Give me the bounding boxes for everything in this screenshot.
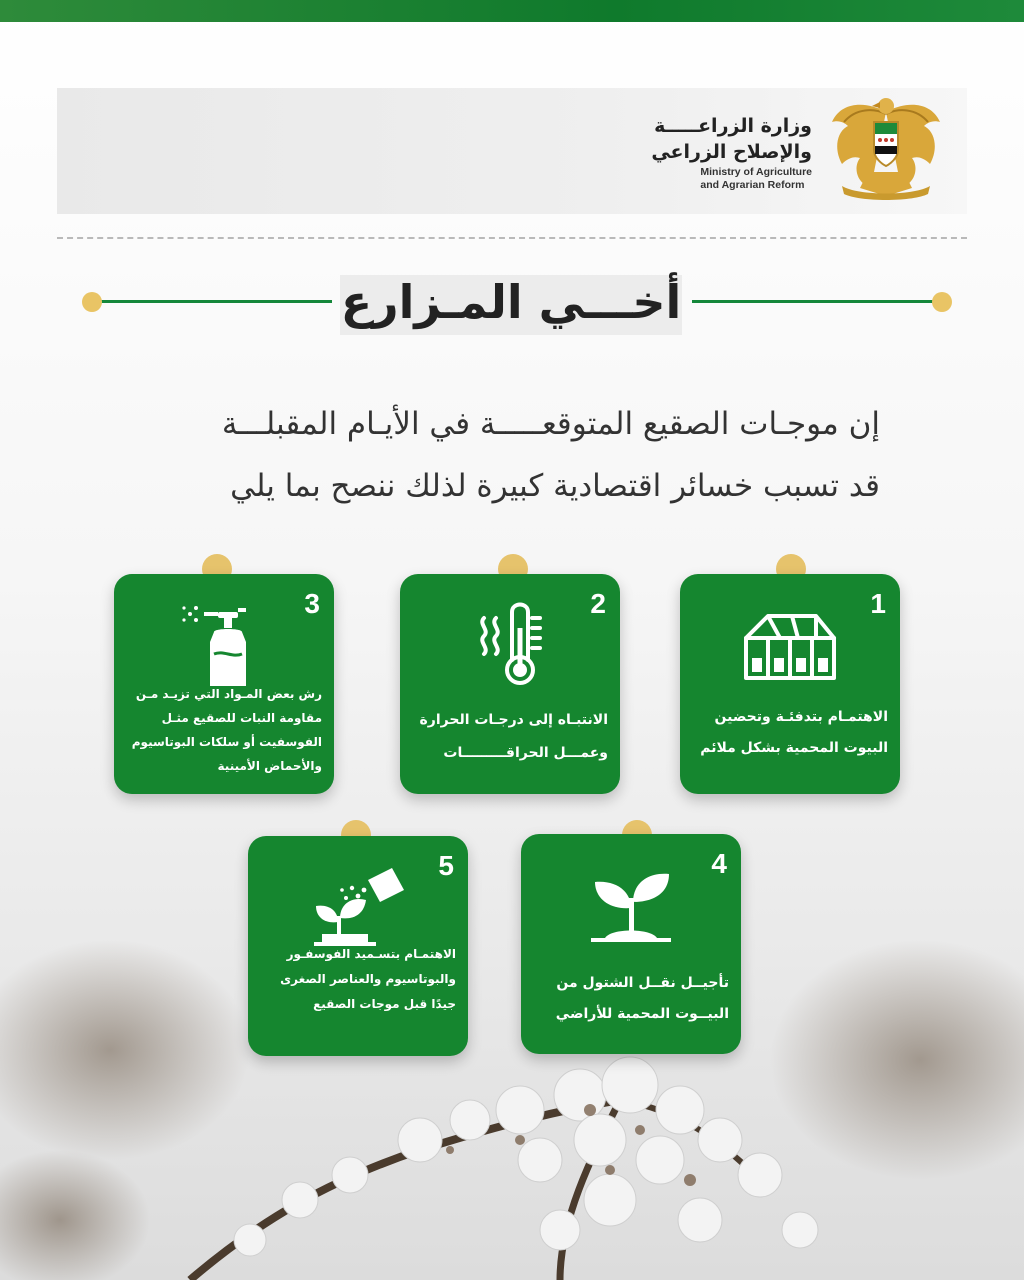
advice-card-1 — [680, 574, 900, 794]
advice-card-2 — [400, 574, 620, 794]
card-number: 3 — [304, 588, 320, 619]
fertilizer-icon — [308, 860, 408, 950]
ministry-name-english: Ministry of Agriculture and Agrarian Reform — [700, 166, 812, 191]
card-number: 5 — [438, 850, 454, 881]
card-text: تأجيــل نقــل الشتول من البيــوت المحمية للأراضي — [555, 975, 729, 1022]
intro-paragraph: إن موجـات الصقيع المتوقعـــــة في الأيـام المقبلـــة قد تسبب خسائر اقتصادية كبيرة لذلك ننصح بما يلي — [221, 406, 880, 504]
card-number: 4 — [711, 848, 727, 879]
greenhouse-icon — [740, 598, 840, 688]
advice-card-3 — [114, 574, 334, 794]
card-text: الاهتمـام بتسـميد الفوسفـور والبوتاسيوم والعناصر الصغرى جيدًا قبل موجات الصقيع — [280, 947, 456, 1011]
card-number: 1 — [870, 588, 886, 619]
advice-card-4 — [521, 834, 741, 1054]
card-number: 2 — [590, 588, 606, 619]
card-text: الانتبـاه إلى درجـات الحرارة وعمـــل الحراقـــــــــات — [419, 712, 608, 761]
seedling-icon — [581, 858, 681, 948]
spray-bottle-icon — [174, 598, 274, 688]
card-text: الاهتمـام بتدفئـة وتحضين البيوت المحمية بشكل ملائم — [700, 709, 888, 756]
page-title: أخـــي المـزارع — [340, 275, 682, 329]
advice-card-5 — [248, 836, 468, 1056]
thermometer-icon — [460, 598, 560, 688]
card-text: رش بعض المـواد التي تزيـد مـن مقاومة النبات للصقيع مثـل الفوسفيت أو سلكات البوتاسيوم والأحماض الأمينية — [131, 687, 322, 773]
ministry-name-arabic: وزارة الزراعـــــة والإصلاح الزراعي — [651, 115, 812, 163]
